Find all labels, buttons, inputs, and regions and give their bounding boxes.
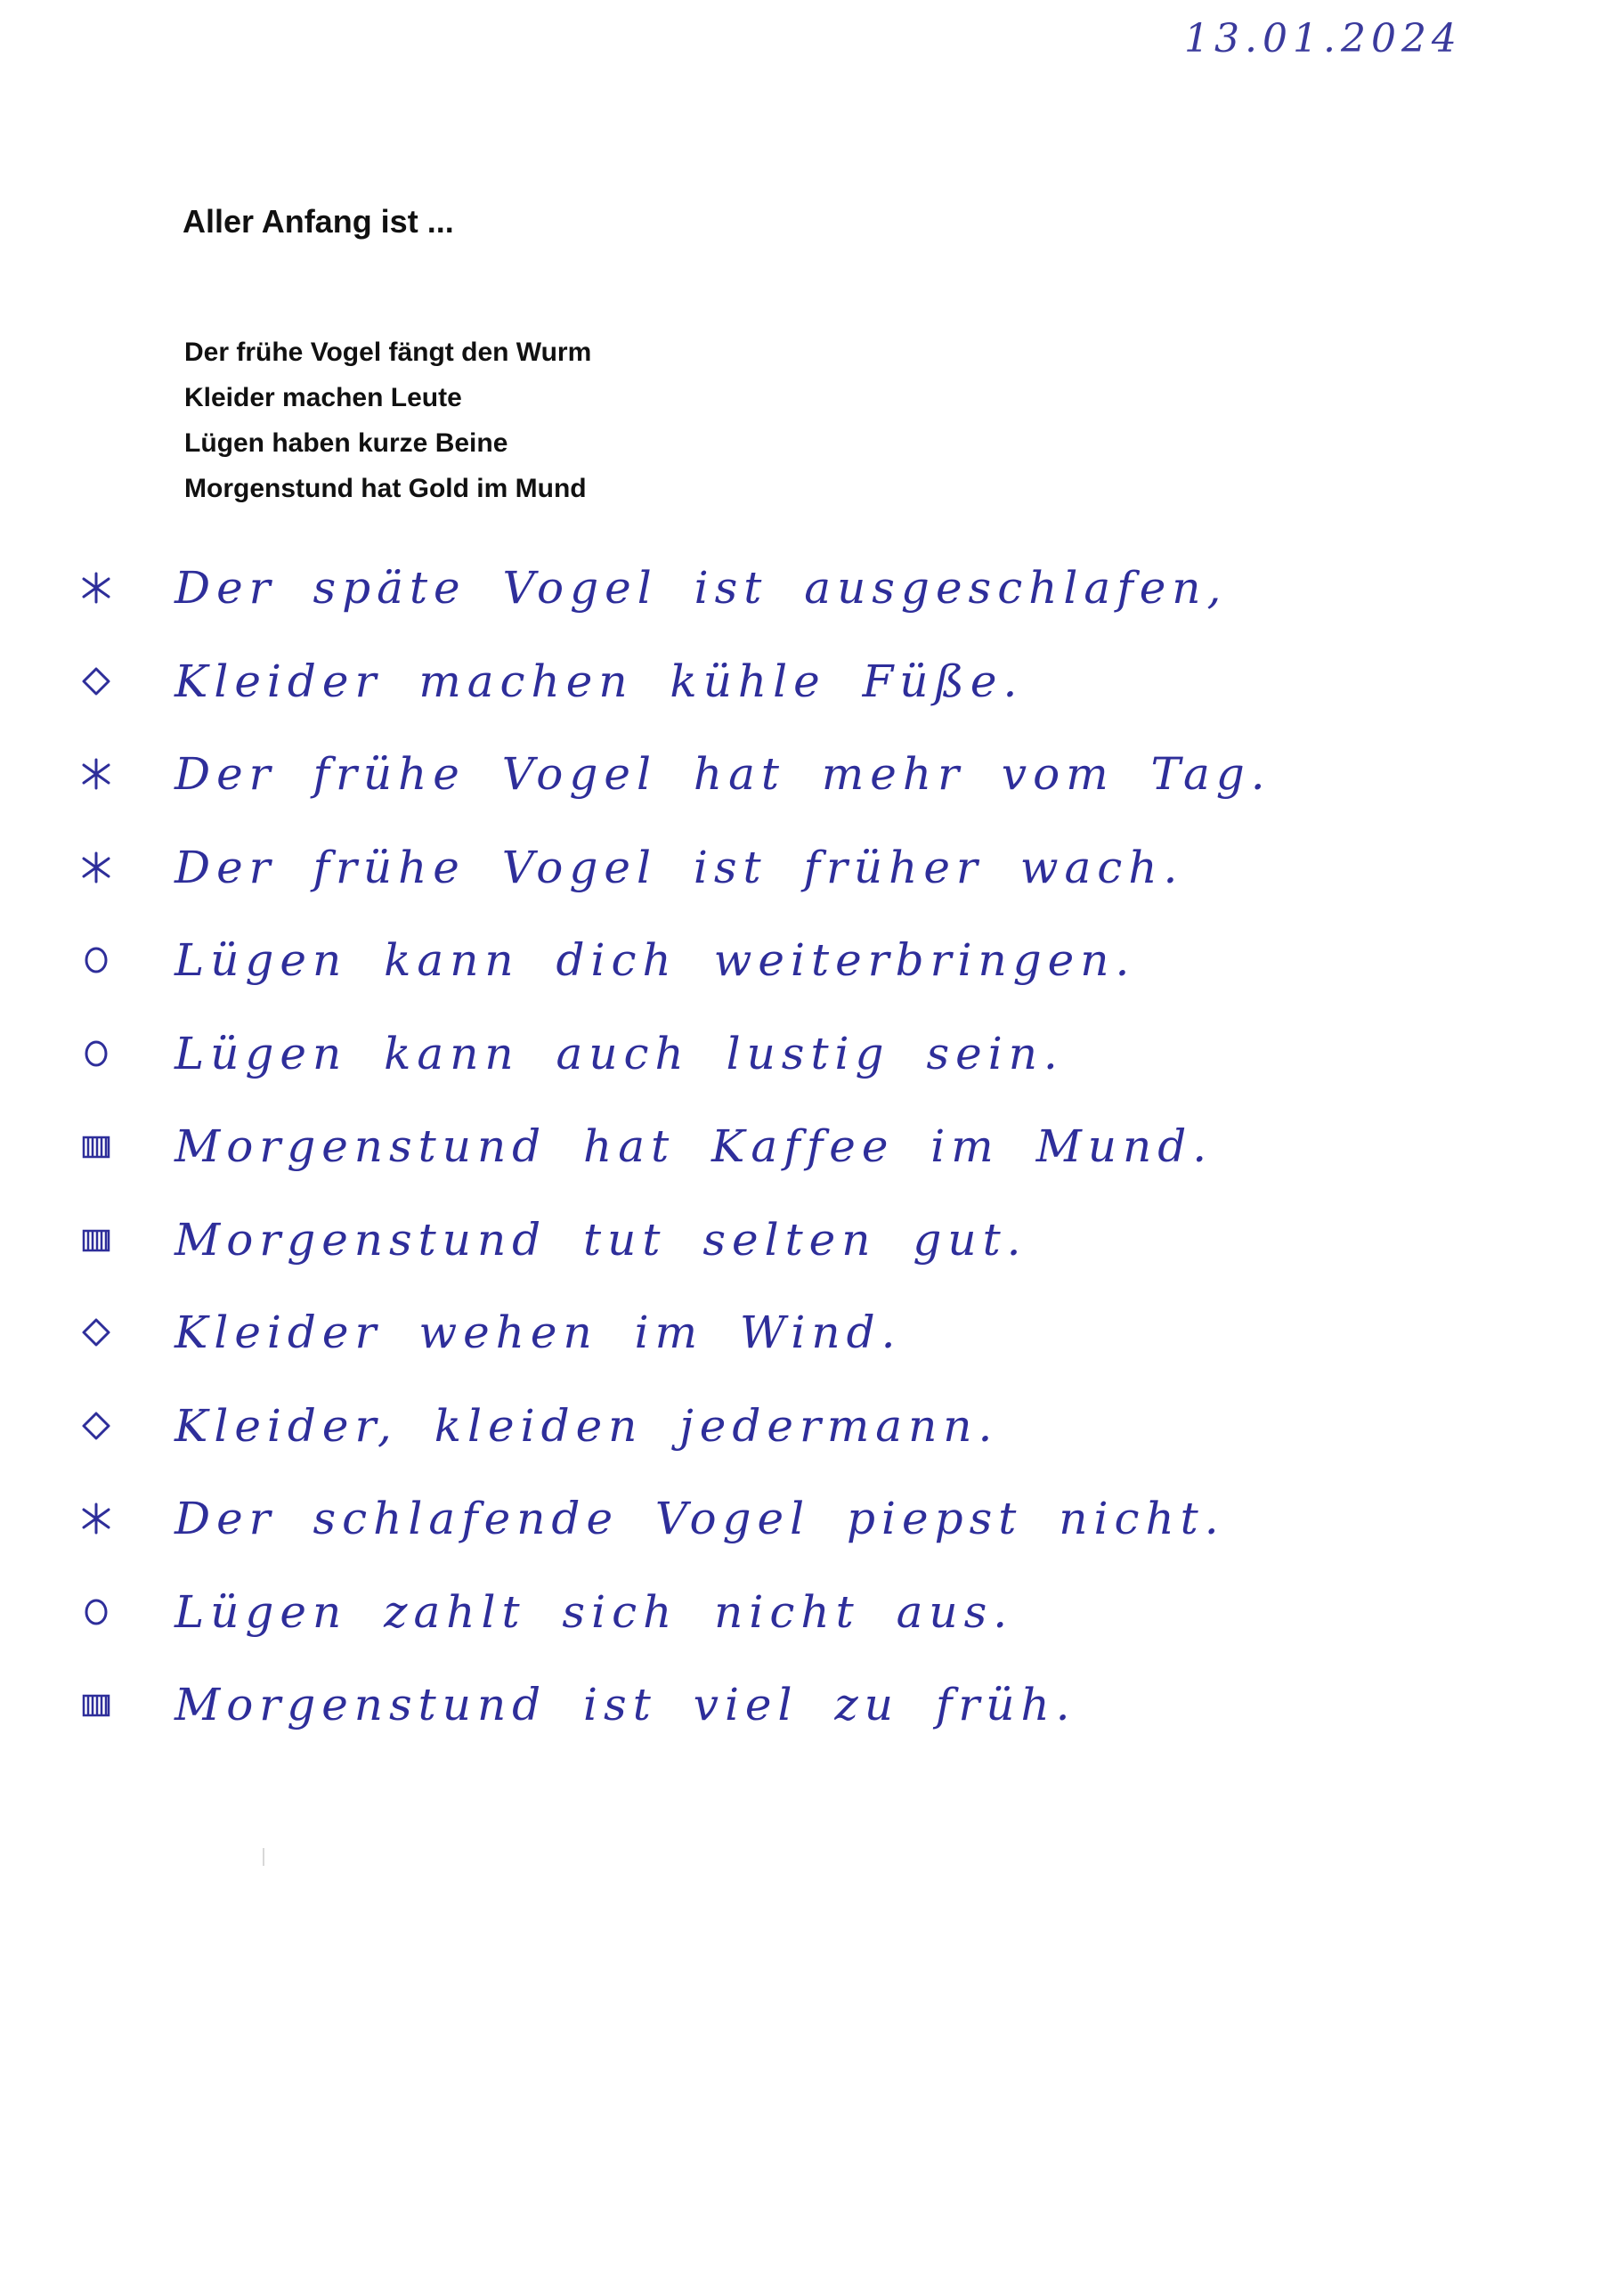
diamond-icon: [71, 1307, 121, 1357]
proverb-item: Lügen haben kurze Beine: [184, 428, 508, 458]
handwritten-text: Morgenstund tut selten gut.: [175, 1213, 1027, 1266]
asterisk-icon: [71, 1494, 121, 1543]
handwritten-text: Kleider, kleiden jedermann.: [175, 1399, 999, 1452]
handwritten-line: [71, 1100, 1271, 1193]
proverb-item: Der frühe Vogel fängt den Wurm: [184, 338, 592, 367]
handwritten-text: Der frühe Vogel hat mehr vom Tag.: [175, 748, 1271, 801]
handwritten-text: Lügen zahlt sich nicht aus.: [175, 1585, 1014, 1638]
handwritten-line: [71, 728, 1271, 821]
asterisk-icon: [71, 843, 121, 892]
handwritten-text: Kleider machen kühle Füße.: [175, 655, 1024, 707]
hatched-square-icon: [71, 1680, 121, 1730]
proverb-list: [184, 330, 591, 511]
scan-mark: [263, 1848, 264, 1866]
handwritten-line: [71, 914, 1271, 1007]
handwritten-text: Morgenstund hat Kaffee im Mund.: [175, 1120, 1214, 1173]
circle-icon: [71, 1587, 121, 1637]
handwritten-line: [71, 1472, 1271, 1566]
circle-icon: [71, 935, 121, 985]
handwritten-line: [71, 1007, 1271, 1101]
handwritten-date: 13.01.2024: [1184, 16, 1462, 61]
asterisk-icon: [71, 563, 121, 613]
handwritten-line: [71, 1193, 1271, 1287]
handwritten-list: [71, 542, 1271, 1752]
diamond-icon: [71, 1401, 121, 1451]
handwritten-text: Der schlafende Vogel piepst nicht.: [175, 1493, 1225, 1545]
handwritten-line: [71, 1286, 1271, 1380]
page-title: Aller Anfang ist ...: [183, 203, 454, 240]
handwritten-line: [71, 821, 1271, 915]
handwritten-text: Lügen kann auch lustig sein.: [175, 1027, 1064, 1079]
proverb-item: Morgenstund hat Gold im Mund: [184, 474, 587, 503]
proverb-item: Kleider machen Leute: [184, 383, 462, 412]
hatched-square-icon: [71, 1215, 121, 1265]
handwritten-text: Der späte Vogel ist ausgeschlafen,: [175, 562, 1228, 615]
asterisk-icon: [71, 749, 121, 799]
handwritten-line: [71, 1380, 1271, 1473]
handwritten-text: Kleider wehen im Wind.: [175, 1307, 902, 1359]
handwritten-line: [71, 542, 1271, 635]
hatched-square-icon: [71, 1121, 121, 1171]
handwritten-line: [71, 635, 1271, 729]
circle-icon: [71, 1029, 121, 1079]
diamond-icon: [71, 656, 121, 706]
handwritten-line: [71, 1658, 1271, 1752]
handwritten-text: Morgenstund ist viel zu früh.: [175, 1679, 1076, 1731]
handwritten-line: [71, 1566, 1271, 1659]
handwritten-text: Lügen kann dich weiterbringen.: [175, 934, 1136, 987]
handwritten-text: Der frühe Vogel ist früher wach.: [175, 841, 1184, 893]
